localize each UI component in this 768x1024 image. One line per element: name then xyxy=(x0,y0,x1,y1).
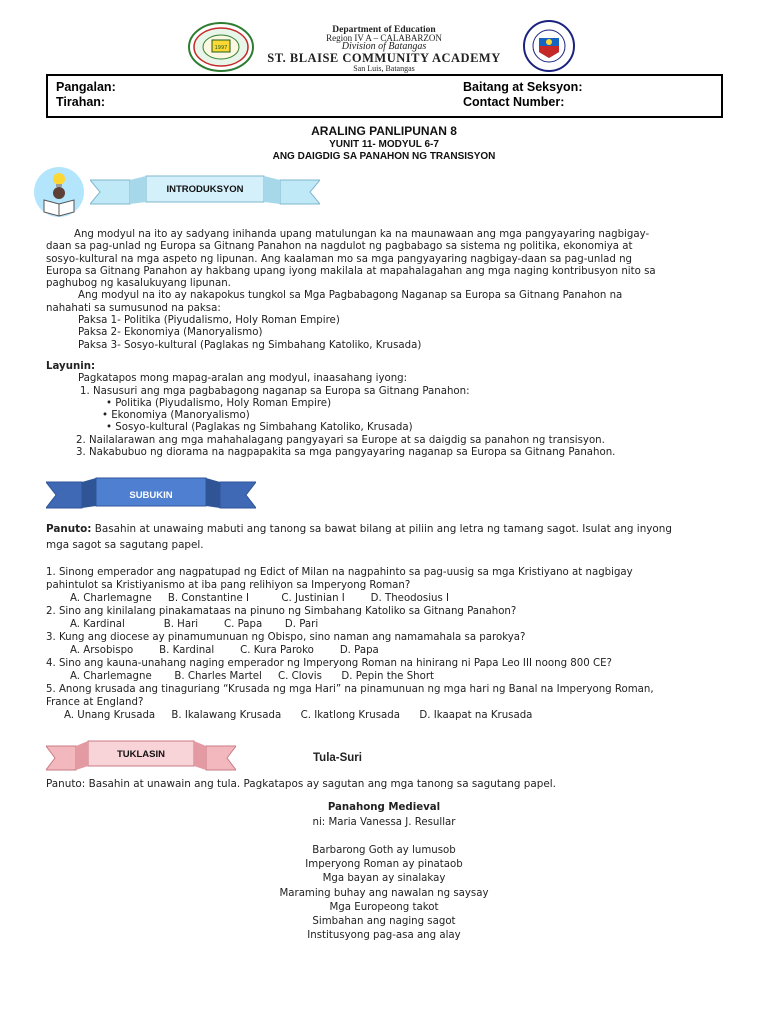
question-1-choices: A. Charlemagne B. Constantine I C. Justinian I D. Theodosius I xyxy=(70,593,450,604)
header-region: Region IV A – CALABARZON xyxy=(326,33,442,43)
paksa-item: Paksa 1- Politika (Piyudalismo, Holy Roman Empire) xyxy=(78,315,340,327)
intro-p2-line: nahahati sa sumusunod na paksa: xyxy=(46,302,221,314)
unit-title: YUNIT 11- MODYUL 6-7 xyxy=(329,139,439,150)
poem-body xyxy=(0,844,768,943)
header-school: ST. BLAISE COMMUNITY ACADEMY xyxy=(267,51,501,65)
question-1: 1. Sinong emperador ang nagpatupad ng Edict of Milan na nagpahinto sa pag-uusig sa mga Kristiyano at nagbigay xyxy=(46,567,633,578)
grade-label: Baitang at Seksyon: xyxy=(463,80,583,94)
intro-p1-line: paghubog ng kasalukuyang lipunan. xyxy=(46,278,231,290)
tula-suri-heading: Tula-Suri xyxy=(313,752,362,764)
subukin-label: SUBUKIN xyxy=(129,490,173,501)
layunin-bullet: • Ekonomiya (Manoryalismo) xyxy=(102,410,250,422)
question-2-choices: A. Kardinal B. Hari C. Papa D. Pari xyxy=(70,619,319,630)
contact-label: Contact Number: xyxy=(463,95,565,109)
subukin-panuto xyxy=(46,523,746,552)
question-4: 4. Sino ang kauna-unahang naging emperador ng Imperyong Roman na hinirang ni Papa Leo III noong 800 CE? xyxy=(46,658,612,669)
paksa-item: Paksa 2- Ekonomiya (Manoryalismo) xyxy=(78,327,263,339)
layunin-intro: Pagkatapos mong mapag-aralan ang modyul, inaasahang iyong: xyxy=(78,373,408,385)
question-2: 2. Sino ang kinilalang pinakamataas na pinuno ng Simbahang Katoliko sa Gitnang Panahon? xyxy=(46,606,517,617)
intro-p1-line: daan sa pag-unlad ng Europa sa Gitnang Panahon na nagdulot ng pagbabago sa sistema ng politika, ekonomiya at xyxy=(46,241,633,253)
layunin-item: 1. Nasusuri ang mga pagbabagong naganap sa Europa sa Gitnang Panahon: xyxy=(80,385,470,397)
svg-text:1997: 1997 xyxy=(214,45,228,51)
topic-title: ANG DAIGDIG SA PANAHON NG TRANSISYON xyxy=(272,151,496,162)
poem-line: Imperyong Roman ay pinataob xyxy=(305,859,463,871)
poem-line: Simbahan ang naging sagot xyxy=(312,916,456,928)
intro-label: INTRODUKSYON xyxy=(166,184,244,195)
question-1-cont: pahintulot sa Kristiyanismo at iba pang relihiyon sa Imperyong Roman? xyxy=(46,580,411,591)
layunin-bullet: • Sosyo-kultural (Paglakas ng Simbahang Katoliko, Krusada) xyxy=(106,422,413,434)
layunin-section xyxy=(46,361,736,459)
panuto-label: Panuto: xyxy=(46,523,92,535)
header-division: Division of Batangas xyxy=(341,41,427,52)
poem-line: Barbarong Goth ay lumusob xyxy=(312,845,456,856)
poem-line: Institusyong pag-asa ang alay xyxy=(307,930,461,942)
subject-title: ARALING PANLIPUNAN 8 xyxy=(311,124,457,138)
tuklasin-panuto: Panuto: Basahin at unawain ang tula. Pagkatapos ay sagutan ang mga tanong sa sagutang papel. xyxy=(46,778,556,790)
reading-student-icon xyxy=(30,166,88,218)
poem-title: Panahong Medieval xyxy=(327,802,441,813)
tuklasin-label: TUKLASIN xyxy=(116,749,166,760)
question-3: 3. Kung ang diocese ay pinamumunuan ng Obispo, sino naman ang namamahala sa parokya? xyxy=(46,632,526,643)
layunin-label: Layunin: xyxy=(46,361,96,372)
layunin-item: 2. Nailalarawan ang mga mahahalagang pangyayari sa Europe at sa daigdig sa panahon ng transisyon. xyxy=(76,434,605,446)
question-4-choices: A. Charlemagne B. Charles Martel C. Clovis D. Pepin the Short xyxy=(70,671,435,682)
header-address: San Luis, Batangas xyxy=(353,64,415,73)
question-5-cont: France at England? xyxy=(46,697,144,708)
panuto-text-2: mga sagot sa sagutang papel. xyxy=(46,539,204,552)
intro-p2-line: Ang modyul na ito ay nakapokus tungkol sa Mga Pagbabagong Naganap sa Europa sa Gitnang Panahon na xyxy=(78,290,623,302)
intro-paragraph-1 xyxy=(46,229,736,352)
layunin-bullet: • Politika (Piyudalismo, Holy Roman Empire) xyxy=(106,397,332,409)
panuto-text: Basahin at unawaing mabuti ang tanong sa bawat bilang at piliin ang letra ng tamang sagot. Isulat ang inyong xyxy=(91,523,672,535)
header-department: Department of Education xyxy=(332,25,436,35)
intro-p1-line: Europa sa Gitnang Panahon ay hakbang upang iyong makilala at mapahalagahan ang mga naging kontribusyon nito sa xyxy=(46,265,656,277)
name-label: Pangalan: xyxy=(56,80,116,94)
student-info-box xyxy=(46,74,723,118)
poem-line: Mga Europeong takot xyxy=(329,901,439,913)
subukin-questions xyxy=(46,566,746,722)
question-5-choices: A. Unang Krusada B. Ikalawang Krusada C. Ikatlong Krusada D. Ikaapat na Krusada xyxy=(64,710,533,721)
poem-line: Mga bayan ay sinalakay xyxy=(322,873,446,885)
layunin-item: 3. Nakabubuo ng diorama na nagpapakita sa mga pangyayaring naganap sa Europa sa Gitnang Panahon. xyxy=(76,447,616,459)
intro-p1-line: Ang modyul na ito ay sadyang inihanda upang matulungan ka na maunawaan ang mga pangyayaring nagbigay- xyxy=(74,229,650,240)
question-3-choices: A. Arsobispo B. Kardinal C. Kura Paroko D. Papa xyxy=(70,645,379,656)
address-label: Tirahan: xyxy=(56,95,106,109)
poem-line: Maraming buhay ang nawalan ng saysay xyxy=(279,887,489,899)
question-5: 5. Anong krusada ang tinaguriang “Krusada ng mga Hari” na pinamunuan ng mga hari ng Banal na Imperyong Roman, xyxy=(46,684,654,695)
paksa-item: Paksa 3- Sosyo-kultural (Paglakas ng Simbahang Katoliko, Krusada) xyxy=(78,339,422,351)
poem-author: ni: Maria Vanessa J. Resullar xyxy=(312,817,456,828)
intro-p1-line: sosyo-kultural na mga aspeto ng lipunan. Ang kaalaman mo sa mga pangyayaring nagbigay-daan sa pag-unlad ng xyxy=(46,253,633,265)
